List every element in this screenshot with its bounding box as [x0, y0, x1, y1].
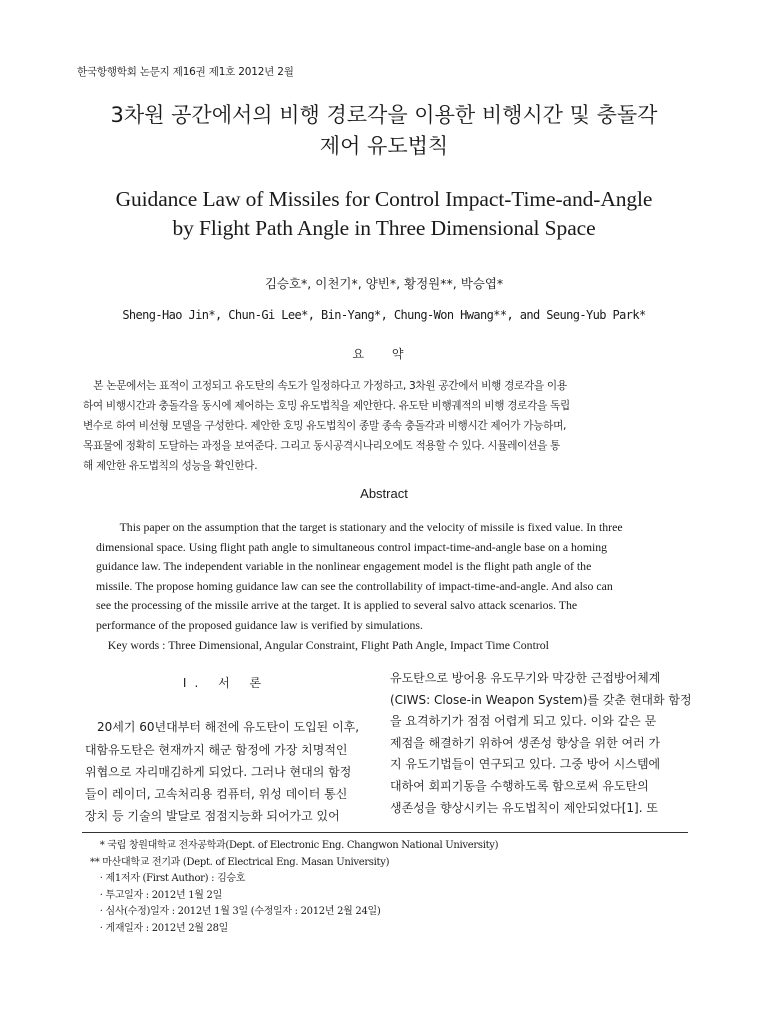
body-line: 유도탄으로 방어용 유도무기와 막강한 근접방어체계: [390, 671, 661, 685]
english-authors: Sheng-Hao Jin*, Chun-Gi Lee*, Bin-Yang*, Chung-Won Hwang**, and Seung-Yub Park*: [122, 308, 646, 322]
korean-abstract-heading: 요 약: [352, 347, 416, 361]
body-line: 을 요격하기가 점점 어렵게 되고 있다. 이와 같은 문: [390, 714, 657, 729]
body-line: 대하여 회피기동을 수행하도록 함으로써 유도탄의: [390, 778, 649, 793]
body-right-column: [390, 668, 690, 819]
korean-title-line: 3차원 공간에서의 비행 경로각을 이용한 비행시간 및 충돌각: [110, 103, 658, 127]
body-line: (CIWS: Close-in Weapon System)를 갖춘 현대화 함정: [390, 692, 692, 707]
body-line: 들이 레이더, 고속처리용 컴퓨터, 위성 데이터 통신: [85, 787, 348, 802]
body-line: 제점을 해결하기 위하여 생존성 향상을 위한 여러 가: [390, 735, 661, 750]
korean-authors: 김승호*, 이천기*, 양빈*, 황정원**, 박승엽*: [264, 276, 504, 291]
abstract-heading: Abstract: [360, 486, 408, 501]
korean-abstract-line: 하여 비행시간과 충돌각을 동시에 제어하는 호밍 유도법칙을 제안한다. 유도탄 비행궤적의 비행 경로각을 독립: [83, 400, 570, 412]
body-left-column: [85, 672, 367, 828]
korean-abstract: [83, 376, 673, 476]
korean-title-line: 제어 유도법칙: [319, 134, 449, 158]
footnote-line: ** 마산대학교 전기과 (Dept. of Electrical Eng. Masan University): [90, 856, 390, 868]
body-line: 지 유도기법들이 연구되고 있다. 그중 방어 시스템에: [390, 757, 661, 772]
english-abstract-line: This paper on the assumption that the target is stationary and the velocity of missile is fixed value. In three: [96, 520, 623, 534]
english-abstract: [96, 518, 672, 655]
korean-abstract-line: 변수로 하여 비선형 모델을 구성한다. 제안한 호밍 유도법칙이 종말 종속 충돌각과 비행시간 제어가 가능하며,: [83, 420, 567, 432]
footnote-divider: [82, 832, 688, 833]
section-heading: Ⅰ. 서 론: [182, 676, 270, 690]
body-line: 장치 등 기술의 발달로 점점지능화 되어가고 있어: [85, 809, 340, 824]
korean-title: [60, 100, 708, 162]
body-line: 대함유도탄은 현재까지 해군 함정에 가장 치명적인: [85, 742, 348, 757]
english-abstract-line: guidance law. The independent variable in the nonlinear engagement model is the flight path angle of the: [96, 559, 592, 574]
korean-abstract-line: 본 논문에서는 표적이 고정되고 유도탄의 속도가 일정하다고 가정하고, 3차원 공간에서 비행 경로각을 이용: [83, 380, 567, 392]
footnote-line: * 국립 창원대학교 전자공학과(Dept. of Electronic Eng. Changwon National University): [90, 840, 499, 851]
english-abstract-line: dimensional space. Using flight path angle to simultaneous control impact-time-and-angle base on a homing: [96, 539, 608, 554]
footnote-line: · 투고일자 : 2012년 1월 2일: [90, 889, 222, 901]
footnote-line: · 심사(수정)일자 : 2012년 1월 3일 (수정일자 : 2012년 2월 24일): [90, 906, 381, 917]
body-line: 위협으로 자리매김하게 되었다. 그러나 현대의 함정: [85, 764, 352, 779]
english-title-line: by Flight Path Angle in Three Dimensional Space: [172, 216, 596, 240]
english-abstract-line: performance of the proposed guidance law is verified by simulations.: [96, 617, 423, 632]
footnote-line: · 제1저자 (First Author) : 김승호: [90, 873, 246, 884]
footnotes: [90, 838, 498, 937]
english-title-line: Guidance Law of Missiles for Control Impact-Time-and-Angle: [115, 187, 653, 211]
footnote-line: · 게재일자 : 2012년 2월 28일: [90, 922, 228, 934]
english-abstract-line: missile. The propose homing guidance law can see the controllability of impact-time-and-angle. And also can: [96, 578, 613, 593]
korean-abstract-line: 목표물에 정확히 도달하는 과정을 보여준다. 그리고 동시공격시나리오에도 적용할 수 있다. 시뮬레이션을 통: [83, 440, 560, 452]
english-title: [60, 185, 708, 243]
journal-header: 한국항행학회 논문지 제16권 제1호 2012년 2월: [77, 66, 294, 78]
body-line: 생존성을 향상시키는 유도법칙이 제안되었다[1]. 또: [390, 800, 658, 815]
keywords: Key words : Three Dimensional, Angular Constraint, Flight Path Angle, Impact Time Control: [96, 637, 549, 652]
english-abstract-line: see the processing of the missile arrive at the target. It is applied to several salvo attack scenarios. The: [96, 598, 578, 613]
korean-abstract-line: 해 제안한 유도법칙의 성능을 확인한다.: [83, 460, 258, 472]
body-line: 20세기 60년대부터 해전에 유도탄이 도입된 이후,: [85, 720, 360, 735]
